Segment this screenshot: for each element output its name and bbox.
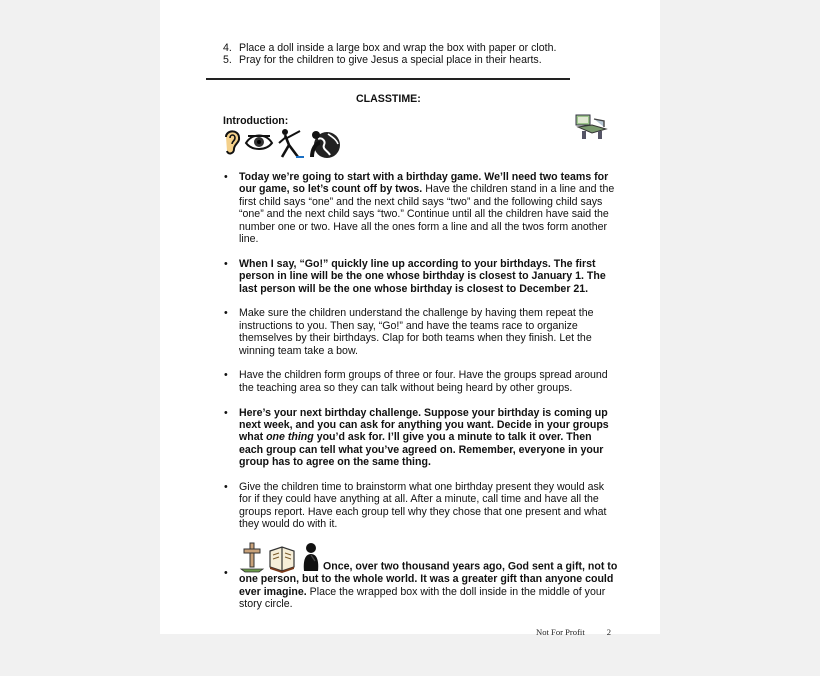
bullet-marker: • <box>224 567 228 580</box>
bullet-bold-text: Today we’re going to start with a birthday game. We’ll need two teams for our game, so let’s count off by twos. <box>239 171 609 196</box>
bible-icon <box>267 541 297 573</box>
step-text: Place a doll inside a large box and wrap the box with paper or cloth. <box>239 42 557 54</box>
bullet-marker: • <box>224 406 228 419</box>
bullet-text: Give the children time to brainstorm what one birthday present they would ask for if they could have anything at all. After a minute, call time and have all the groups report. Have each group tell why they chose that one present and what they would do with it. <box>239 481 607 531</box>
bullet-bold-text: you’d ask for. I’ll give you a minute to talk it over. Then each group can tell what you’ve agreed on. Remember, everyone in your group has to agree on the same thing. <box>239 431 604 469</box>
page-footer <box>536 627 611 637</box>
globe-thinker-icon <box>308 127 342 161</box>
praying-child-icon <box>299 541 323 573</box>
bullet-text: Place the wrapped box with the doll inside in the middle of your story circle. <box>239 585 606 610</box>
bullet-bold-text: Once, over two thousand years ago, God sent a gift, not to one person, but to the whole world. It was a greater gift than anyone could ever imagine. <box>239 560 618 598</box>
list-item <box>223 541 618 610</box>
bullet-marker: • <box>224 257 228 270</box>
eye-icon <box>244 127 274 157</box>
intro-label: Introduction: <box>223 115 289 127</box>
list-item <box>223 307 618 357</box>
bible-story-icons <box>239 541 323 573</box>
step-item <box>223 54 643 66</box>
activity-bullet-list <box>223 171 618 623</box>
bullet-marker: • <box>224 171 228 183</box>
footer-label: Not For Profit <box>536 627 585 637</box>
bullet-text: Have the children stand in a line and the first child says “one” and the next child says “two” and the following child says “one” and the next child says “two.” Continue until all the children have said the number one or two. Have all the ones form a line and all the twos form another line. <box>239 183 615 246</box>
step-text: Pray for the children to give Jesus a special place in their hearts. <box>239 54 542 67</box>
list-item <box>223 369 618 394</box>
bullet-text: Have the children form groups of three or four. Have the groups spread around the teaching area so they can talk without being heard by other groups. <box>239 369 608 394</box>
preparation-steps <box>223 42 643 67</box>
bullet-bold-text: When I say, “Go!” quickly line up according to your birthdays. The first person in line will be the one whose birthday is closest to January 1. The last person will be the one whose birthday is closest to December 21. <box>239 257 606 295</box>
list-item <box>223 171 618 245</box>
step-number: 5. <box>223 54 232 67</box>
page-number: 2 <box>606 627 611 637</box>
senses-icon-row <box>222 127 342 161</box>
bullet-text: Make sure the children understand the challenge by having them repeat the instructions to you. Then say, “Go!” and have the teams race to organize themselves by their birthdays. Clap for both teams when they finish. Let the winning team take a bow. <box>239 307 594 357</box>
ear-icon <box>222 127 242 157</box>
list-item <box>223 481 618 531</box>
step-item <box>223 42 643 54</box>
section-heading: CLASSTIME: <box>356 93 421 105</box>
classroom-icon <box>574 111 608 141</box>
list-item <box>223 407 618 469</box>
bullet-marker: • <box>224 307 228 320</box>
step-number: 4. <box>223 42 232 54</box>
bullet-bold-italic-text: one thing <box>266 431 314 444</box>
bullet-bold-text: Here’s your next birthday challenge. Suppose your birthday is coming up next week, and you can ask for anything you want. Decide in your groups what <box>239 406 609 444</box>
bullet-marker: • <box>224 369 228 382</box>
cross-icon <box>239 541 265 573</box>
bullet-marker: • <box>224 481 228 494</box>
stretching-figure-icon <box>276 127 306 159</box>
list-item <box>223 258 618 295</box>
section-divider <box>206 78 570 80</box>
